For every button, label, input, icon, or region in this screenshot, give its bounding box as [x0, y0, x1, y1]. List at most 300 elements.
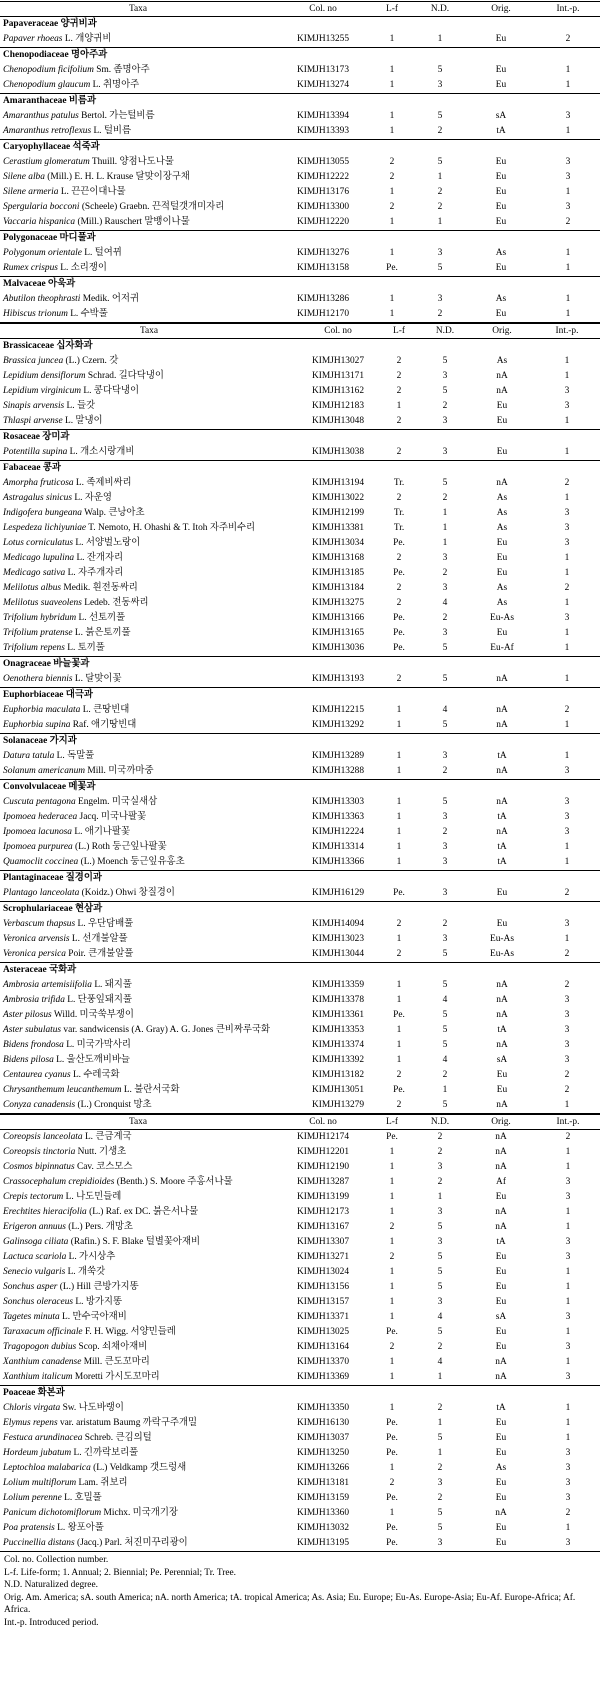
table-row — [0, 886, 600, 902]
species-authority-korean: L. 개양귀비 — [62, 34, 112, 44]
species-name: Silene alba — [3, 172, 45, 182]
collection-number-cell: KIMJH13353 — [311, 1025, 365, 1035]
life-form-cell: 1 — [396, 842, 402, 852]
life-form-cell: 1 — [389, 1297, 395, 1307]
species-authority-korean: L. 달맞이꽃 — [72, 674, 122, 684]
introduced-period-cell: 3 — [564, 508, 570, 518]
introduced-period-cell: 3 — [565, 172, 571, 182]
table-row — [0, 855, 600, 871]
header-intp: Int.-p. — [536, 2, 600, 17]
introduced-period-cell: 1 — [565, 80, 571, 90]
species-authority-korean: Cav. 코스모스 — [74, 1162, 133, 1172]
taxon-cell — [0, 1355, 276, 1370]
origin-cell: nA — [496, 478, 508, 488]
species-name: Hibiscus trionum — [3, 309, 68, 319]
naturalized-degree-cell: 3 — [437, 1237, 443, 1247]
species-authority-korean: L. 우단담배풀 — [75, 919, 134, 929]
table-row — [0, 947, 600, 963]
taxon-cell — [0, 536, 298, 551]
collection-number-cell: KIMJH13393 — [296, 126, 350, 136]
species-authority-korean: Walp. 큰낭아초 — [81, 508, 145, 518]
collection-number-cell: KIMJH13193 — [311, 674, 365, 684]
collection-number-cell: KIMJH13034 — [311, 538, 365, 548]
species-name: Xanthium canadense — [3, 1357, 82, 1367]
table-row — [0, 1083, 600, 1098]
life-form-cell: 1 — [396, 401, 402, 411]
table-row — [0, 261, 600, 277]
species-authority-korean: Michx. 미국개기장 — [101, 1508, 178, 1518]
naturalized-degree-cell: 5 — [437, 111, 443, 121]
family-name: Euphorbiaceae 대극과 — [0, 688, 600, 704]
origin-cell: Eu — [496, 416, 508, 426]
header-intp: Int.-p. — [536, 1115, 600, 1130]
origin-cell: Eu — [495, 1478, 507, 1488]
introduced-period-cell: 3 — [565, 1493, 571, 1503]
introduced-period-cell: 1 — [564, 371, 570, 381]
origin-cell: Eu — [495, 1282, 507, 1292]
species-authority-korean: Nutt. 기생초 — [75, 1147, 127, 1157]
life-form-cell: Pe. — [386, 263, 398, 273]
introduced-period-cell: 1 — [565, 263, 571, 273]
taxon-cell — [0, 369, 298, 384]
table-row — [0, 993, 600, 1008]
life-form-cell: Pe. — [386, 1132, 398, 1142]
origin-cell: As — [496, 493, 508, 503]
introduced-period-cell: 1 — [564, 416, 570, 426]
species-authority-korean: (Jacq.) Parl. 처진미꾸리광이 — [74, 1538, 188, 1548]
naturalized-degree-cell: 3 — [437, 1297, 443, 1307]
naturalized-degree-cell: 5 — [437, 1523, 443, 1533]
table-row — [0, 476, 600, 491]
origin-cell: Eu — [495, 172, 507, 182]
taxon-cell — [0, 551, 298, 566]
family-name: Brassicaceae 십자화과 — [3, 341, 93, 351]
table-row — [0, 399, 600, 414]
table-row — [0, 109, 600, 124]
life-form-cell: Tr. — [393, 508, 405, 518]
species-name: Aster pilosus — [3, 1010, 52, 1020]
taxon-cell — [0, 1235, 276, 1250]
life-form-cell: 1 — [396, 705, 402, 715]
table-row — [0, 1431, 600, 1446]
naturalized-degree-cell: 4 — [437, 1357, 443, 1367]
life-form-cell: 2 — [396, 356, 402, 366]
species-authority-korean: L. 잔개자리 — [74, 553, 124, 563]
origin-cell: Eu — [496, 1070, 508, 1080]
species-authority-korean: L. 방가지똥 — [73, 1297, 123, 1307]
introduced-period-cell: 1 — [565, 1418, 571, 1428]
introduced-period-cell: 3 — [536, 1536, 600, 1552]
naturalized-degree-cell: 2 — [437, 1177, 443, 1187]
life-form-cell: Tr. — [393, 523, 405, 533]
life-form-cell: 2 — [378, 1098, 420, 1114]
family-row — [0, 780, 600, 796]
collection-number-cell: KIMJH13288 — [311, 766, 365, 776]
family-row — [0, 461, 600, 477]
species-name: Amaranthus patulus — [3, 111, 79, 121]
naturalized-degree-cell: 3 — [442, 934, 448, 944]
collection-number-cell: KIMJH13392 — [311, 1055, 365, 1065]
collection-number-cell: KIMJH13048 — [311, 416, 365, 426]
taxon-cell — [0, 855, 298, 871]
introduced-period-cell: 3 — [565, 1372, 571, 1382]
introduced-period-cell: 2 — [564, 478, 570, 488]
taxon-cell — [0, 1536, 276, 1552]
header-nd: N.D. — [420, 324, 470, 339]
species-name: Ipomoea lacunosa — [3, 827, 72, 837]
species-name: Lolium perenne — [3, 1493, 62, 1503]
species-authority-korean: (Koidz.) Ohwi 창질경이 — [79, 888, 175, 898]
family-row — [0, 231, 600, 247]
species-authority-korean: L. 들갓 — [64, 401, 96, 411]
collection-number-cell: KIMJH13027 — [311, 356, 365, 366]
table-row — [0, 1265, 600, 1280]
naturalized-degree-cell: 1 — [437, 1418, 443, 1428]
life-form-cell: Pe. — [386, 1418, 398, 1428]
species-authority-korean: Schrad. 길다닥냉이 — [85, 371, 164, 381]
table-row — [0, 1461, 600, 1476]
naturalized-degree-cell: 3 — [437, 1162, 443, 1172]
collection-number-cell: KIMJH13171 — [311, 371, 365, 381]
naturalized-degree-cell: 5 — [442, 674, 448, 684]
species-name: Medicago lupulina — [3, 553, 75, 563]
life-form-cell: 1 — [396, 857, 402, 867]
origin-cell: Eu — [495, 80, 507, 90]
naturalized-degree-cell: 2 — [437, 1463, 443, 1473]
table-row — [0, 978, 600, 993]
introduced-period-cell: 1 — [565, 1403, 571, 1413]
table-row — [0, 384, 600, 399]
collection-number-cell: KIMJH13371 — [296, 1312, 350, 1322]
origin-cell: Eu — [496, 538, 508, 548]
origin-cell: nA — [495, 1207, 507, 1217]
species-authority-korean: L. 붉은토끼풀 — [72, 628, 131, 638]
life-form-cell: 2 — [396, 386, 402, 396]
introduced-period-cell: 2 — [564, 888, 570, 898]
origin-cell: tA — [497, 812, 507, 822]
header-col-no: Col. no — [276, 2, 370, 17]
species-authority-korean: (L.) Pers. 개망초 — [65, 1222, 133, 1232]
naturalized-degree-cell: 5 — [442, 643, 448, 653]
collection-number-cell: KIMJH13271 — [296, 1252, 350, 1262]
introduced-period-cell: 2 — [564, 1070, 570, 1080]
species-name: Hordeum jubatum — [3, 1448, 72, 1458]
family-row — [0, 140, 600, 156]
collection-number-cell: KIMJH13369 — [296, 1372, 350, 1382]
introduced-period-cell: 1 — [536, 307, 600, 323]
life-form-cell: 2 — [396, 493, 402, 503]
collection-number-cell: KIMJH13158 — [296, 263, 350, 273]
table-row — [0, 1220, 600, 1235]
species-name: Puccinellia distans — [3, 1538, 75, 1548]
species-authority-korean: L. 말냉이 — [62, 416, 103, 426]
species-authority-korean: T. Nemoto, H. Ohashi & T. Itoh 자주비수리 — [86, 523, 256, 533]
species-name: Lolium multiflorum — [3, 1478, 77, 1488]
collection-number-cell: KIMJH13036 — [311, 643, 365, 653]
species-name: Ambrosia trifida — [3, 995, 65, 1005]
naturalized-degree-cell: 1 — [437, 1372, 443, 1382]
origin-cell: Eu — [495, 263, 507, 273]
species-authority-korean: L. 나도민들레 — [63, 1192, 122, 1202]
naturalized-degree-cell: 4 — [442, 598, 448, 608]
species-authority-korean: Medik. 어저귀 — [80, 294, 140, 304]
naturalized-degree-cell: 4 — [442, 995, 448, 1005]
family-name: Asteraceae 국화과 — [0, 963, 600, 979]
species-authority-korean: L. 서양벌노랑이 — [73, 538, 141, 548]
origin-cell: Eu — [496, 919, 508, 929]
life-form-cell: Pe. — [393, 613, 405, 623]
table-row — [0, 1235, 600, 1250]
introduced-period-cell: 1 — [565, 248, 571, 258]
life-form-cell: 2 — [396, 598, 402, 608]
naturalized-degree-cell: 2 — [442, 401, 448, 411]
origin-cell: Eu — [495, 1342, 507, 1352]
collection-number-cell: KIMJH13165 — [311, 628, 365, 638]
table-row — [0, 1476, 600, 1491]
table-header — [0, 324, 600, 339]
species-name: Astragalus sinicus — [3, 493, 73, 503]
origin-cell: Eu — [495, 34, 507, 44]
naturalized-degree-cell: 2 — [437, 1147, 443, 1157]
life-form-cell: 2 — [389, 202, 395, 212]
life-form-cell: 1 — [396, 1040, 402, 1050]
taxon-cell — [0, 978, 298, 993]
life-form-cell: 2 — [396, 949, 402, 959]
taxon-cell — [0, 399, 298, 414]
naturalized-degree-cell: 5 — [437, 1508, 443, 1518]
introduced-period-cell: 3 — [564, 1055, 570, 1065]
species-name: Brassica juncea — [3, 356, 64, 366]
life-form-cell: 1 — [389, 187, 395, 197]
family-name: Rosaceae 장미과 — [0, 430, 600, 446]
life-form-cell: 1 — [396, 812, 402, 822]
origin-cell: nA — [470, 1098, 534, 1114]
collection-number-cell: KIMJH12224 — [311, 827, 365, 837]
species-name: Centaurea cyanus — [3, 1070, 71, 1080]
family-name: Amaranthaceae 비름과 — [0, 94, 600, 110]
table-row — [0, 749, 600, 764]
family-name: Scrophulariaceae 현삼과 — [0, 902, 600, 918]
table-row — [0, 1068, 600, 1083]
species-authority-korean: L. 큰땅빈대 — [80, 705, 130, 715]
naturalized-degree-cell: 2 — [414, 307, 466, 323]
life-form-cell: 2 — [389, 1478, 395, 1488]
note-life-form: L-f. Life-form; 1. Annual; 2. Biennial; Pe. Perennial; Tr. Tree. — [4, 1567, 237, 1578]
life-form-cell: 1 — [396, 1025, 402, 1035]
table-row — [0, 1250, 600, 1265]
collection-number-cell: KIMJH13199 — [296, 1192, 350, 1202]
table-row — [0, 1536, 600, 1552]
introduced-period-cell: 3 — [564, 523, 570, 533]
life-form-cell: Tr. — [393, 478, 405, 488]
introduced-period-cell: 3 — [565, 1478, 571, 1488]
species-name: Leptochloa malabarica — [3, 1463, 91, 1473]
collection-number-cell: KIMJH13166 — [311, 613, 365, 623]
collection-number-cell: KIMJH16129 — [311, 888, 365, 898]
introduced-period-cell: 3 — [564, 797, 570, 807]
origin-cell: nA — [495, 1147, 507, 1157]
origin-cell: nA — [496, 720, 508, 730]
table-row — [0, 292, 600, 307]
naturalized-degree-cell: 2 — [442, 493, 448, 503]
introduced-period-cell: 3 — [564, 995, 570, 1005]
life-form-cell: Pe. — [393, 568, 405, 578]
family-row — [0, 871, 600, 887]
naturalized-degree-cell: 5 — [442, 1040, 448, 1050]
table-header — [0, 1115, 600, 1130]
taxon-cell — [0, 246, 276, 261]
taxon-cell — [0, 1506, 276, 1521]
naturalized-degree-cell: 2 — [437, 126, 443, 136]
origin-cell: nA — [495, 1162, 507, 1172]
species-name: Polygonum orientale — [3, 248, 82, 258]
note-origin: Orig. Am. America; sA. south America; nA. north America; tA. tropical America; As. Asia; Eu. Europe; Eu-As. Europe-Asia; Eu-Af. Europe-Africa; Af. Africa. — [4, 1592, 576, 1615]
family-name: Polygonaceae 마디풀과 — [0, 231, 600, 247]
family-row — [0, 277, 600, 293]
species-name: Solanum americanum — [3, 766, 86, 776]
table-row — [0, 124, 600, 140]
naturalized-degree-cell: 2 — [437, 187, 443, 197]
species-name: Sonchus oleraceus — [3, 1297, 74, 1307]
life-form-cell: Pe. — [393, 538, 405, 548]
origin-cell: Eu — [495, 202, 507, 212]
taxon-cell — [0, 1175, 276, 1190]
species-authority-korean: (L.) Hill 큰방가지똥 — [57, 1282, 139, 1292]
origin-cell: Af — [496, 1177, 506, 1187]
origin-cell: Eu — [495, 1493, 507, 1503]
taxon-cell — [0, 491, 298, 506]
species-name: Chenopodium glaucum — [3, 80, 91, 90]
introduced-period-cell: 3 — [564, 613, 570, 623]
taxon-cell — [0, 749, 298, 764]
table-row — [0, 369, 600, 384]
introduced-period-cell: 1 — [564, 553, 570, 563]
taxon-cell — [0, 1265, 276, 1280]
species-name: Tagetes minuta — [3, 1312, 60, 1322]
naturalized-degree-cell: 3 — [442, 751, 448, 761]
naturalized-degree-cell: 2 — [442, 827, 448, 837]
naturalized-degree-cell: 5 — [437, 263, 443, 273]
life-form-cell: 2 — [396, 447, 402, 457]
table-row — [0, 1310, 600, 1325]
collection-number-cell: KIMJH13159 — [296, 1493, 350, 1503]
life-form-cell: 1 — [389, 126, 395, 136]
collection-number-cell: KIMJH13044 — [311, 949, 365, 959]
introduced-period-cell: 3 — [565, 157, 571, 167]
species-authority-korean: L. 털여뀌 — [81, 248, 122, 258]
origin-cell: As — [496, 356, 508, 366]
taxon-cell — [0, 764, 298, 780]
naturalized-degree-cell: 5 — [437, 1252, 443, 1262]
taxon-cell — [0, 506, 298, 521]
naturalized-degree-cell: 4 — [437, 1312, 443, 1322]
species-name: Euphorbia supina — [3, 720, 71, 730]
header-nd: N.D. — [414, 2, 466, 17]
taxon-cell — [0, 840, 298, 855]
species-name: Bidens frondosa — [3, 1040, 64, 1050]
introduced-period-cell: 1 — [564, 934, 570, 944]
table-row — [0, 63, 600, 78]
species-authority-korean: L. 수박풀 — [67, 309, 108, 319]
table-row — [0, 1401, 600, 1416]
species-authority-korean: (Benth.) S. Moore 주홍서나물 — [114, 1177, 233, 1187]
introduced-period-cell: 3 — [565, 111, 571, 121]
family-row — [0, 734, 600, 750]
taxon-cell — [0, 1160, 276, 1175]
taxon-cell — [0, 1476, 276, 1491]
collection-number-cell: KIMJH13182 — [311, 1070, 365, 1080]
origin-cell: nA — [496, 797, 508, 807]
introduced-period-cell: 1 — [564, 720, 570, 730]
life-form-cell: 1 — [389, 65, 395, 75]
introduced-period-cell: 1 — [564, 493, 570, 503]
introduced-period-cell: 3 — [565, 1312, 571, 1322]
species-name: Trifolium repens — [3, 643, 65, 653]
header-col-no: Col. no — [276, 1115, 370, 1130]
table-row — [0, 917, 600, 932]
life-form-cell: 2 — [396, 674, 402, 684]
species-authority-korean: F. H. Wigg. 서양민들레 — [82, 1327, 176, 1337]
introduced-period-cell: 2 — [564, 705, 570, 715]
life-form-cell: 1 — [370, 307, 414, 323]
header-intp: Int.-p. — [534, 324, 600, 339]
introduced-period-cell: 3 — [565, 1237, 571, 1247]
naturalized-degree-cell: 2 — [437, 202, 443, 212]
origin-cell: nA — [496, 674, 508, 684]
life-form-cell: 1 — [389, 1372, 395, 1382]
life-form-cell: 2 — [389, 1252, 395, 1262]
species-name: Oenothera biennis — [3, 674, 73, 684]
taxon-cell — [0, 1008, 298, 1023]
taxon-cell — [0, 78, 276, 94]
life-form-cell: 2 — [389, 1342, 395, 1352]
introduced-period-cell: 1 — [565, 1282, 571, 1292]
species-authority-korean: Thuill. 양점나도나물 — [89, 157, 174, 167]
table-row — [0, 626, 600, 641]
life-form-cell: 1 — [389, 217, 395, 227]
life-form-cell: 1 — [396, 995, 402, 1005]
life-form-cell: 1 — [389, 1312, 395, 1322]
origin-cell: nA — [496, 827, 508, 837]
species-name: Trifolium hybridum — [3, 613, 77, 623]
collection-number-cell: KIMJH13366 — [311, 857, 365, 867]
collection-number-cell: KIMJH13024 — [296, 1267, 350, 1277]
naturalized-degree-cell: 2 — [442, 613, 448, 623]
table-row — [0, 1521, 600, 1536]
life-form-cell: 1 — [389, 1192, 395, 1202]
table-row — [0, 414, 600, 430]
origin-cell: tA — [496, 126, 506, 136]
table-row — [0, 1038, 600, 1053]
species-name: Ambrosia artemisiifolia — [3, 980, 92, 990]
table-row — [0, 1190, 600, 1205]
collection-number-cell: KIMJH13289 — [311, 751, 365, 761]
introduced-period-cell: 3 — [564, 1010, 570, 1020]
species-name: Galinsoga ciliata — [3, 1237, 69, 1247]
note-naturalized-degree: N.D. Naturalized degree. — [4, 1580, 98, 1590]
collection-number-cell: KIMJH13314 — [311, 842, 365, 852]
table-row — [0, 215, 600, 231]
table-row — [0, 1416, 600, 1431]
introduced-period-cell: 3 — [564, 401, 570, 411]
introduced-period-cell: 2 — [564, 980, 570, 990]
species-name: Potentilla supina — [3, 447, 68, 457]
table-row — [0, 1205, 600, 1220]
species-name: Quamoclit coccinea — [3, 857, 79, 867]
taxon-cell — [0, 581, 298, 596]
species-name: Aster subulatus — [3, 1025, 62, 1035]
species-name: Panicum dichotomiflorum — [3, 1508, 102, 1518]
